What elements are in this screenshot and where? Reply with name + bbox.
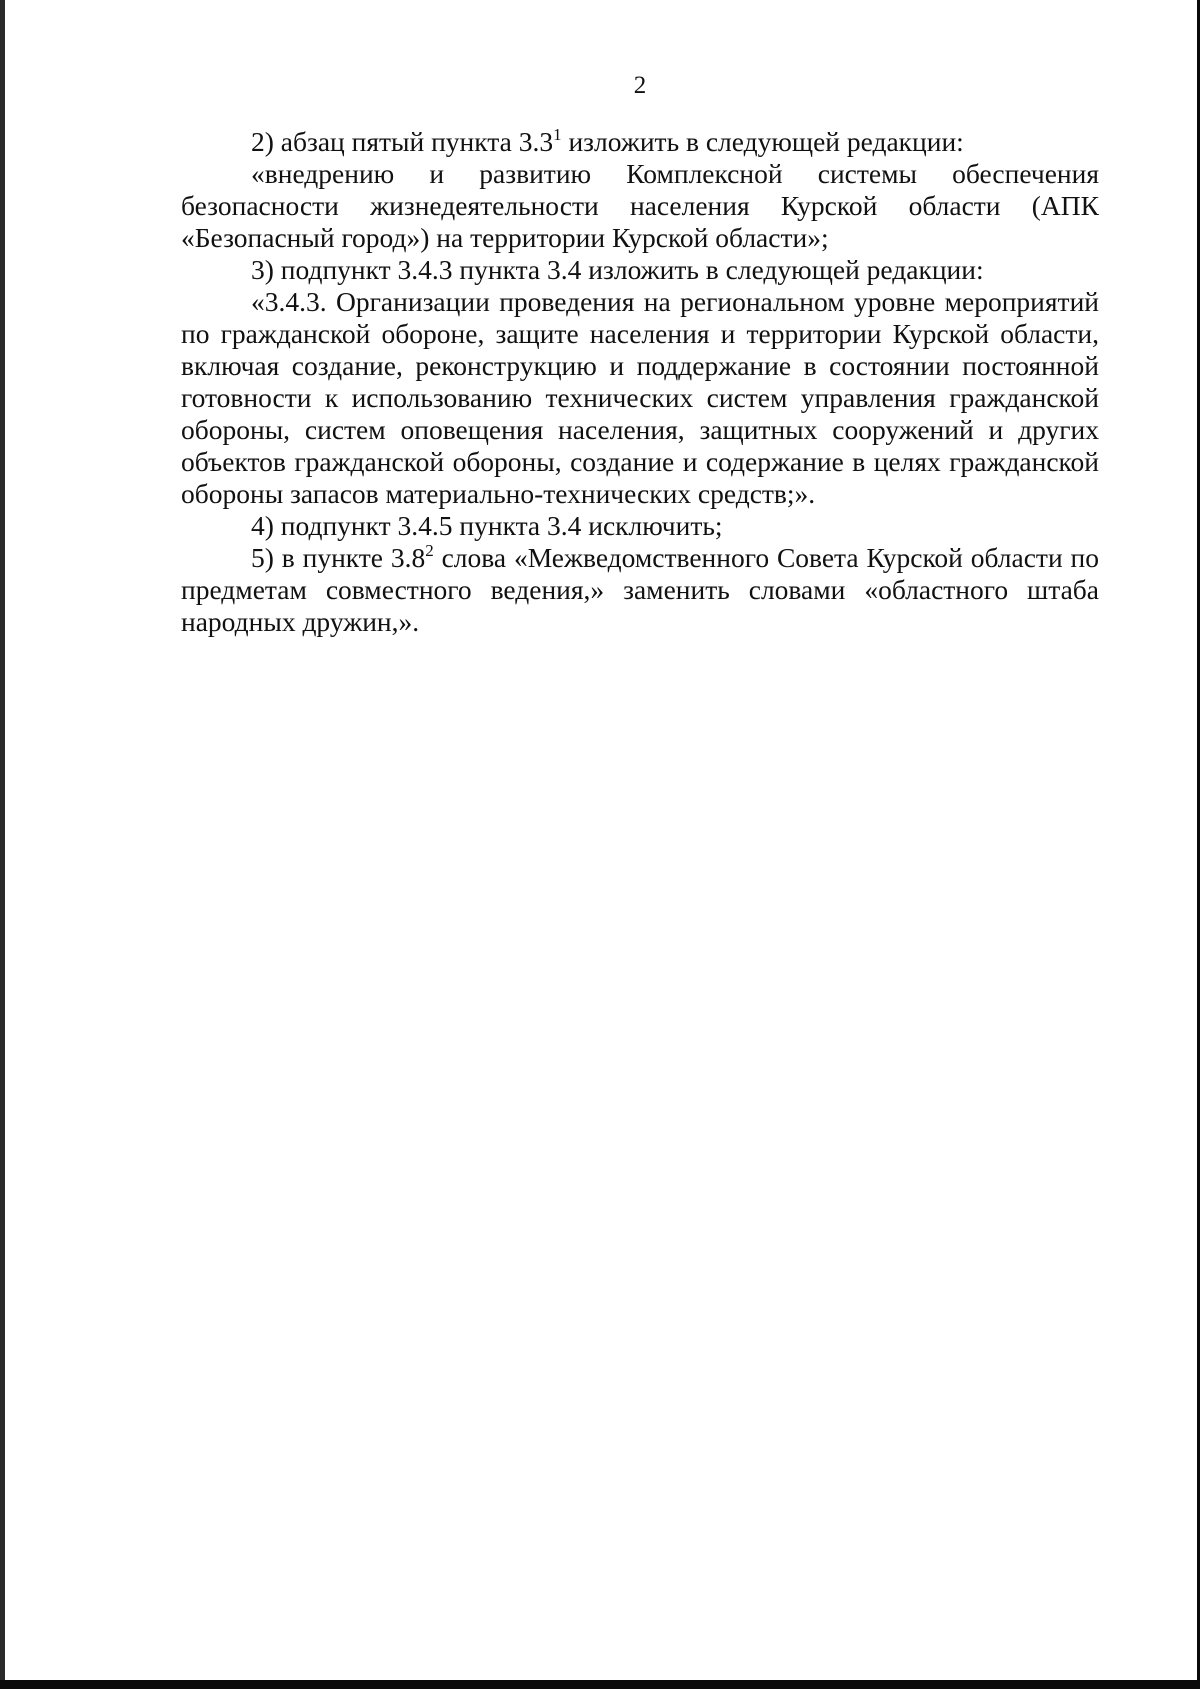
- paragraph-text: слова «Межведомственного Совета Курской области по предметам совместного ведения,» заменить словами «областного штаба народных дружин,».: [181, 542, 1099, 637]
- paragraph-text: изложить в следующей редакции:: [561, 126, 964, 157]
- paragraph-item-5: [181, 542, 1099, 638]
- superscript-index: 2: [425, 541, 434, 560]
- document-body: [181, 126, 1099, 638]
- paragraph-text: 2) абзац пятый пункта 3.3: [251, 126, 554, 157]
- paragraph-item-4: 4) подпункт 3.4.5 пункта 3.4 исключить;: [251, 510, 723, 541]
- scan-left-edge: [0, 0, 5, 1689]
- paragraph-quote-civil-defense: «3.4.3. Организации проведения на региональном уровне мероприятий по гражданской обороне, защите населения и территории Курской области, включая создание, реконструкцию и поддержание в состоянии постоянной готовности к использованию технических систем управления гражданской обороны, систем оповещения населения, защитных сооружений и других объектов гражданской обороны, создание и содержание в целях гражданской обороны запасов материально-технических средств;».: [181, 286, 1099, 509]
- page-number: 2: [633, 72, 647, 99]
- superscript-index: 1: [553, 125, 562, 144]
- paragraph-text: 5) в пункте 3.8: [251, 542, 426, 573]
- paragraph-quote-security-system: «внедрению и развитию Комплексной системы обеспечения безопасности жизнедеятельности населения Курской области (АПК «Безопасный город») на территории Курской области»;: [181, 158, 1099, 253]
- paragraph-item-3: 3) подпункт 3.4.3 пункта 3.4 изложить в следующей редакции:: [251, 254, 984, 285]
- scan-bottom-edge: [0, 1680, 1200, 1689]
- paragraph-item-2: [181, 126, 1099, 158]
